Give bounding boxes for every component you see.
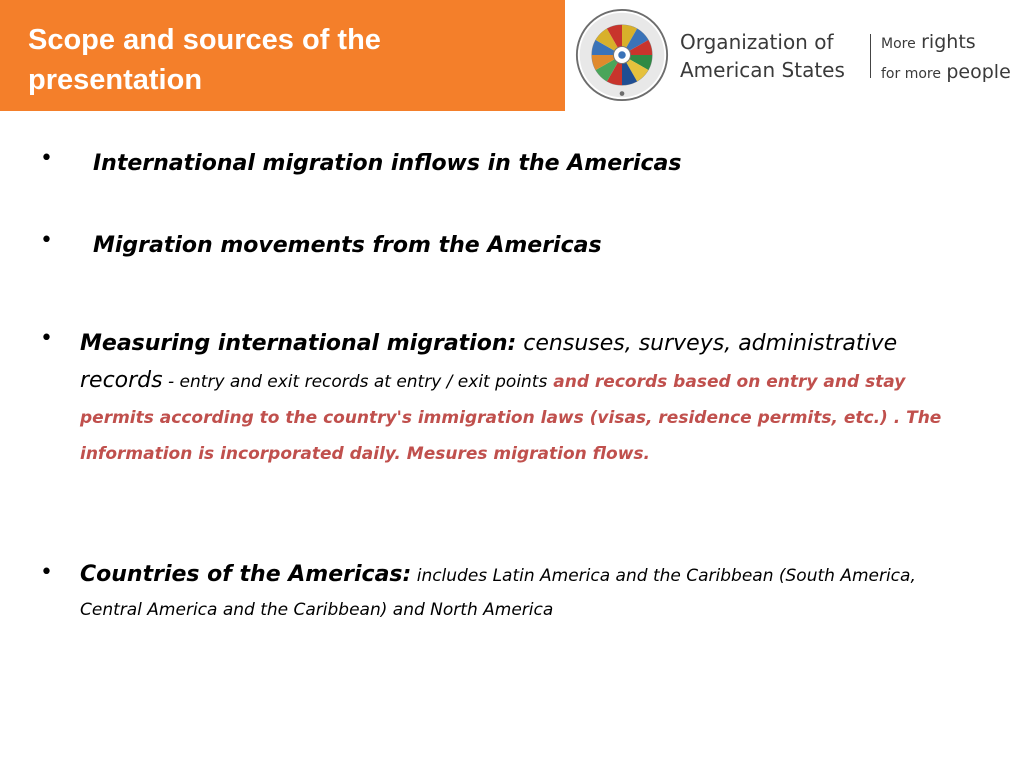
- bullet-migration-movements: Migration movements from the Americas: [93, 233, 602, 258]
- countries-description: includes Latin America and the Caribbean (South America, Central America and the Caribbean) and North America: [80, 566, 916, 620]
- tagline-rights: rights: [921, 31, 976, 53]
- org-name-line2: American States: [680, 58, 845, 82]
- slide-title: Scope and sources of the presentation: [28, 24, 381, 96]
- bullet-marker: •: [40, 228, 53, 253]
- bullet-marker: •: [40, 560, 53, 585]
- bullet-migration-inflows: International migration inflows in the Americas: [93, 151, 682, 176]
- org-name-line1: Organization of: [680, 30, 834, 54]
- measuring-permits-highlight: and records based on entry and stay permits according to the country's immigration laws (visas, residence permits, etc.) . The information is incorporated daily. Mesures migration flows.: [80, 372, 942, 464]
- bullet-measuring-migration: [80, 326, 970, 472]
- bullet-countries-americas: [80, 558, 970, 627]
- measuring-lead: Measuring international migration:: [80, 331, 517, 356]
- countries-lead: Countries of the Americas:: [80, 562, 412, 587]
- measuring-entry-exit: - entry and exit records at entry / exit points: [162, 372, 548, 392]
- bullet-marker: •: [40, 146, 53, 171]
- tagline-more: More: [881, 36, 916, 52]
- tagline-for-more: for more: [881, 66, 941, 82]
- tagline-people: people: [946, 61, 1011, 83]
- bullet-marker: •: [40, 326, 53, 351]
- measuring-sources: censuses, surveys, administrative records: [80, 331, 898, 393]
